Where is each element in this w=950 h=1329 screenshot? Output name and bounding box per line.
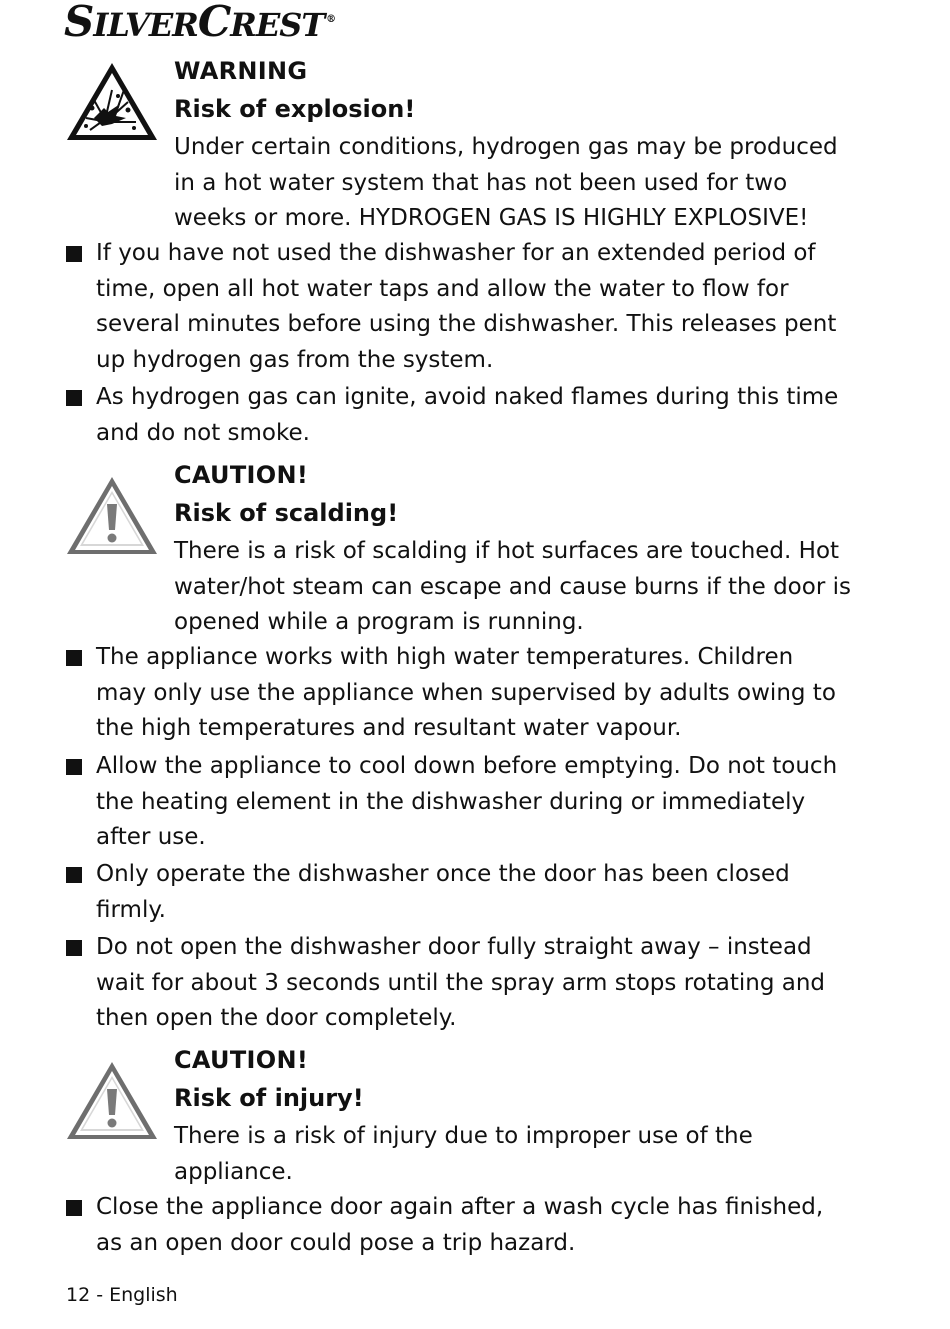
list-item-text: Close the appliance door again after a wash cycle has finished, as an open door could pose a trip hazard. [96, 1194, 824, 1256]
list-item-text: Only operate the dishwasher once the door has been closed firmly. [96, 861, 790, 923]
bullet-square-icon [66, 650, 82, 666]
registered-mark: ® [326, 14, 336, 25]
silvercrest-logo [64, 0, 335, 44]
list-item-text: Do not open the dishwasher door fully straight away – instead wait for about 3 seconds until the spray arm stops rotating and then open the door completely. [96, 934, 826, 1031]
list-item [64, 380, 850, 451]
list-item-text: As hydrogen gas can ignite, avoid naked flames during this time and do not smoke. [96, 384, 839, 446]
explosion-warning-icon [64, 60, 160, 144]
list-item [64, 930, 850, 1037]
notice-subtitle: Risk of injury! [174, 1084, 364, 1112]
bullet-square-icon [66, 246, 82, 262]
caution-notice-text [174, 1041, 864, 1190]
caution-triangle-icon [64, 474, 160, 558]
list-item [64, 749, 850, 856]
list-item-text: The appliance works with high water temperatures. Children may only use the appliance when supervised by adults owing to the high temperatures and resultant water vapour. [96, 644, 836, 741]
notice-title: CAUTION! [174, 1046, 309, 1074]
warning-notice-text [174, 52, 864, 237]
list-item [64, 1190, 850, 1261]
list-item [64, 236, 850, 378]
page-number: 12 - English [66, 1284, 178, 1306]
notice-body: There is a risk of scalding if hot surfaces are touched. Hot water/hot steam can escape and cause burns if the door is opened while a program is running. [174, 538, 851, 635]
logo-second-initial: C [197, 0, 231, 46]
notice-body: There is a risk of injury due to improper use of the appliance. [174, 1123, 753, 1185]
bullet-square-icon [66, 867, 82, 883]
caution-notice-text [174, 456, 864, 641]
bullet-square-icon [66, 759, 82, 775]
list-item [64, 640, 850, 747]
notice-subtitle: Risk of scalding! [174, 499, 399, 527]
logo-first-initial: S [64, 0, 94, 46]
caution-triangle-icon [64, 1059, 160, 1143]
list-item-text: If you have not used the dishwasher for an extended period of time, open all hot water taps and allow the water to flow for several minutes before using the dishwasher. This releases pent up hydrogen gas from the system. [96, 240, 837, 373]
list-item [64, 857, 850, 928]
notice-title: CAUTION! [174, 461, 309, 489]
notice-subtitle: Risk of explosion! [174, 95, 416, 123]
logo-first-rest: ILVER [93, 6, 198, 44]
list-item-text: Allow the appliance to cool down before emptying. Do not touch the heating element in the dishwasher during or immediately after use. [96, 753, 838, 850]
bullet-square-icon [66, 390, 82, 406]
bullet-square-icon [66, 940, 82, 956]
bullet-square-icon [66, 1200, 82, 1216]
notice-body: Under certain conditions, hydrogen gas may be produced in a hot water system that has not been used for two weeks or more. HYDROGEN GAS IS HIGHLY EXPLOSIVE! [174, 134, 838, 231]
logo-second-rest: REST [230, 6, 325, 44]
notice-title: WARNING [174, 57, 308, 85]
